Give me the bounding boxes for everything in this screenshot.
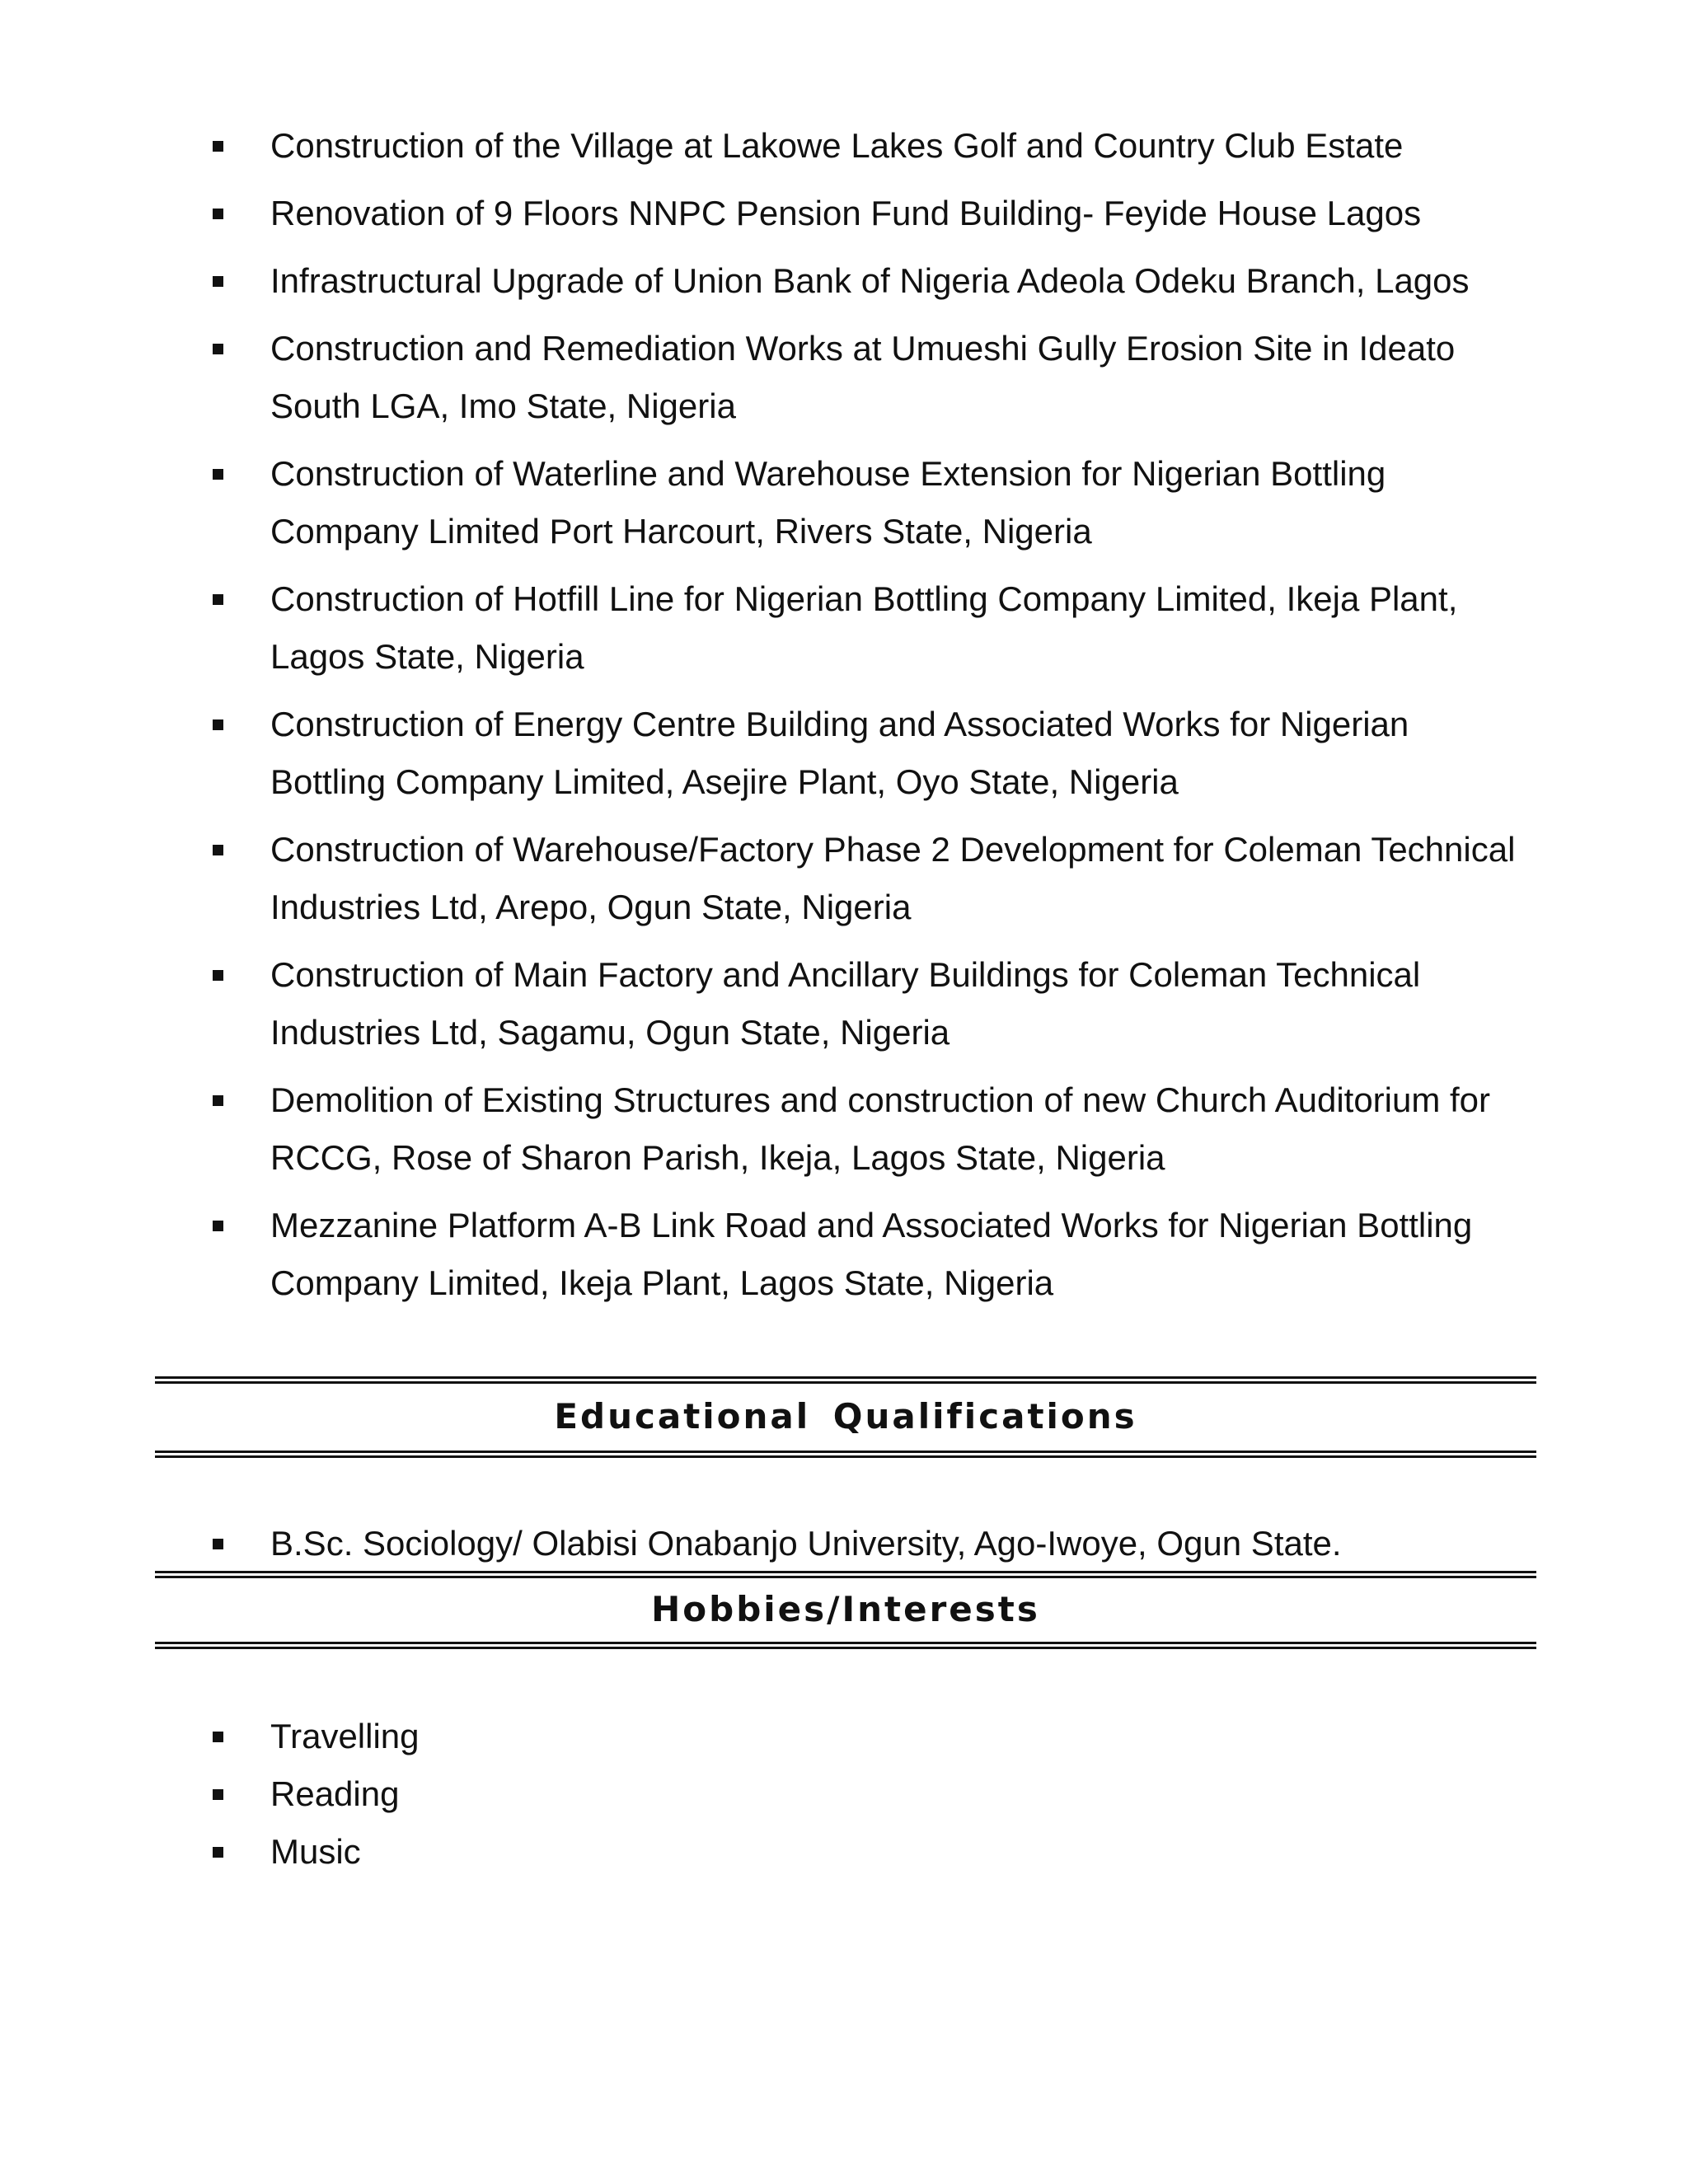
list-item <box>0 117 1531 175</box>
square-bullet-icon <box>213 970 223 981</box>
project-text: Construction of Main Factory and Ancillary Buildings for Coleman Technical Industries Ltd, Sagamu, Ogun State, Nigeria <box>270 955 1421 1052</box>
project-text: Demolition of Existing Structures and construction of new Church Auditorium for RCCG, Rose of Sharon Parish, Ikeja, Lagos State, Nigeria <box>270 1080 1491 1177</box>
square-bullet-icon <box>213 469 223 480</box>
education-list <box>0 1515 1531 1572</box>
education-text: B.Sc. Sociology/ Olabisi Onabanjo University, Ago-Iwoye, Ogun State. <box>270 1524 1342 1563</box>
list-item <box>0 1071 1531 1187</box>
square-bullet-icon <box>213 845 223 855</box>
list-item <box>0 320 1531 435</box>
project-list <box>0 117 1531 1322</box>
square-bullet-icon <box>213 344 223 354</box>
project-text: Construction of Hotfill Line for Nigerian Bottling Company Limited, Ikeja Plant, Lagos State, Nigeria <box>270 579 1458 676</box>
project-text: Construction of Warehouse/Factory Phase 2 Development for Coleman Technical Industries Ltd, Arepo, Ogun State, Nigeria <box>270 830 1516 926</box>
square-bullet-icon <box>213 209 223 219</box>
square-bullet-icon <box>213 594 223 605</box>
section-divider <box>155 1376 1536 1384</box>
list-item <box>0 252 1531 310</box>
project-text: Construction of the Village at Lakowe Lakes Golf and Country Club Estate <box>270 126 1404 165</box>
hobby-text: Music <box>270 1832 361 1871</box>
square-bullet-icon <box>213 1539 223 1549</box>
project-text: Construction and Remediation Works at Umueshi Gully Erosion Site in Ideato South LGA, Imo State, Nigeria <box>270 329 1456 425</box>
hobby-text: Travelling <box>270 1717 420 1755</box>
square-bullet-icon <box>213 1732 223 1742</box>
list-item <box>0 1515 1531 1572</box>
list-item <box>0 1765 1531 1823</box>
hobbies-list <box>0 1708 1531 1881</box>
hobby-text: Reading <box>270 1774 400 1813</box>
education-heading: Educational Qualifications <box>554 1396 1137 1436</box>
section-divider <box>155 1451 1536 1458</box>
list-item <box>0 185 1531 242</box>
list-item <box>0 1708 1531 1765</box>
hobbies-heading: Hobbies/Interests <box>651 1589 1040 1629</box>
list-item <box>0 1197 1531 1312</box>
project-text: Infrastructural Upgrade of Union Bank of Nigeria Adeola Odeku Branch, Lagos <box>270 261 1470 300</box>
square-bullet-icon <box>213 276 223 287</box>
project-text: Mezzanine Platform A-B Link Road and Associated Works for Nigerian Bottling Company Limited, Ikeja Plant, Lagos State, Nigeria <box>270 1206 1473 1302</box>
square-bullet-icon <box>213 1221 223 1231</box>
square-bullet-icon <box>213 1095 223 1106</box>
project-text: Construction of Energy Centre Building and Associated Works for Nigerian Bottling Company Limited, Asejire Plant, Oyo State, Nigeria <box>270 705 1409 801</box>
section-divider <box>155 1642 1536 1649</box>
list-item <box>0 821 1531 936</box>
list-item <box>0 1823 1531 1881</box>
list-item <box>0 445 1531 560</box>
list-item <box>0 696 1531 811</box>
project-text: Construction of Waterline and Warehouse Extension for Nigerian Bottling Company Limited Port Harcourt, Rivers State, Nigeria <box>270 454 1386 551</box>
project-text: Renovation of 9 Floors NNPC Pension Fund Building- Feyide House Lagos <box>270 194 1422 232</box>
square-bullet-icon <box>213 141 223 152</box>
section-divider <box>155 1571 1536 1578</box>
list-item <box>0 946 1531 1062</box>
square-bullet-icon <box>213 719 223 730</box>
square-bullet-icon <box>213 1847 223 1858</box>
list-item <box>0 570 1531 686</box>
square-bullet-icon <box>213 1789 223 1800</box>
